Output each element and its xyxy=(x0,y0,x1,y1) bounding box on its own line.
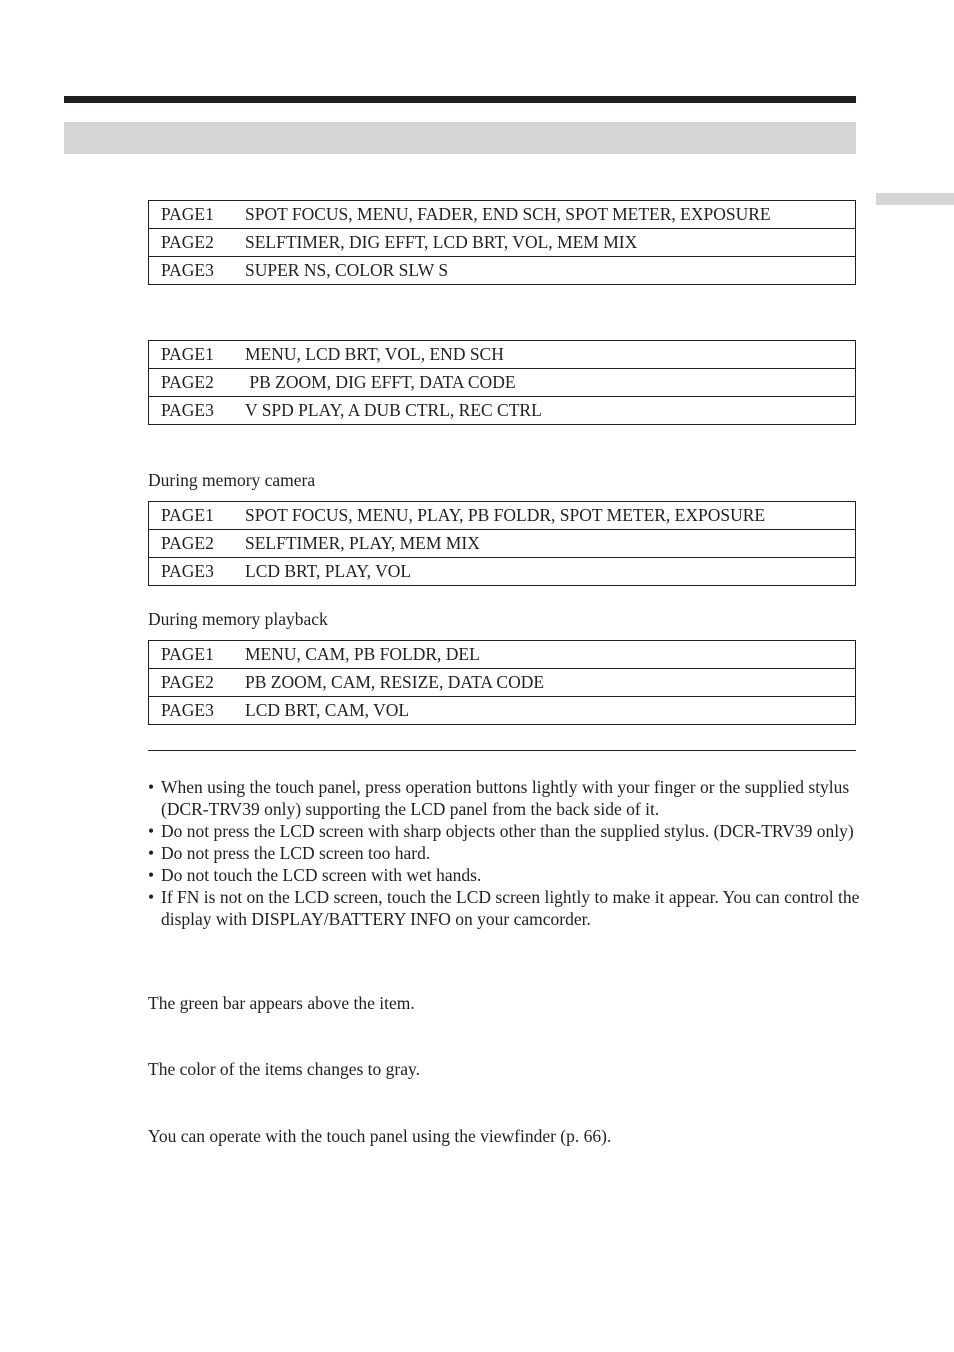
items-cell: PB ZOOM, DIG EFFT, DATA CODE xyxy=(231,369,856,397)
table-row xyxy=(149,669,856,697)
table-row xyxy=(149,530,856,558)
table-row xyxy=(149,558,856,586)
list-item: • Do not press the LCD screen too hard. xyxy=(148,842,860,864)
table-row xyxy=(149,369,856,397)
table-row xyxy=(149,257,856,285)
section-header-band xyxy=(64,122,856,154)
page-cell: PAGE3 xyxy=(149,558,232,586)
button-pages-table-memory-camera xyxy=(148,501,856,586)
page-cell: PAGE1 xyxy=(149,341,232,369)
side-index-tab xyxy=(876,193,954,205)
page-cell: PAGE1 xyxy=(149,201,232,229)
items-cell: SUPER NS, COLOR SLW S xyxy=(231,257,856,285)
items-cell: SELFTIMER, PLAY, MEM MIX xyxy=(231,530,856,558)
table-row xyxy=(149,229,856,257)
list-item: • When using the touch panel, press operation buttons lightly with your finger or the supplied stylus (DCR-TRV39 only) supporting the LCD panel from the back side of it. xyxy=(148,776,860,820)
paragraph: You can operate with the touch panel using the viewfinder (p. 66). xyxy=(148,1126,612,1146)
items-cell: V SPD PLAY, A DUB CTRL, REC CTRL xyxy=(231,397,856,425)
list-item: • Do not press the LCD screen with sharp objects other than the supplied stylus. (DCR-TRV39 only) xyxy=(148,820,860,842)
notes-divider xyxy=(148,750,856,751)
top-rule xyxy=(64,96,856,103)
page-cell: PAGE2 xyxy=(149,229,232,257)
list-item: • Do not touch the LCD screen with wet hands. xyxy=(148,864,860,886)
page-cell: PAGE3 xyxy=(149,697,232,725)
table-row xyxy=(149,641,856,669)
table-row xyxy=(149,697,856,725)
table-row xyxy=(149,341,856,369)
table-caption: During memory camera xyxy=(148,470,316,490)
items-cell: LCD BRT, CAM, VOL xyxy=(231,697,856,725)
page-cell: PAGE2 xyxy=(149,530,232,558)
table-caption: During memory playback xyxy=(148,609,328,629)
items-cell: MENU, LCD BRT, VOL, END SCH xyxy=(231,341,856,369)
page-cell: PAGE1 xyxy=(149,502,232,530)
page-cell: PAGE2 xyxy=(149,369,232,397)
list-item: • If FN is not on the LCD screen, touch the LCD screen lightly to make it appear. You can control the display with DISPLAY/BATTERY INFO on your camcorder. xyxy=(148,886,860,930)
page-cell: PAGE1 xyxy=(149,641,232,669)
table-row xyxy=(149,201,856,229)
button-pages-table-playback xyxy=(148,340,856,425)
items-cell: SPOT FOCUS, MENU, FADER, END SCH, SPOT METER, EXPOSURE xyxy=(231,201,856,229)
notes-list xyxy=(148,776,860,930)
items-cell: LCD BRT, PLAY, VOL xyxy=(231,558,856,586)
paragraph: The color of the items changes to gray. xyxy=(148,1059,420,1079)
table-row xyxy=(149,502,856,530)
paragraph: The green bar appears above the item. xyxy=(148,993,415,1013)
items-cell: SELFTIMER, DIG EFFT, LCD BRT, VOL, MEM MIX xyxy=(231,229,856,257)
button-pages-table-camera xyxy=(148,200,856,285)
page-cell: PAGE3 xyxy=(149,397,232,425)
page-cell: PAGE3 xyxy=(149,257,232,285)
items-cell: PB ZOOM, CAM, RESIZE, DATA CODE xyxy=(231,669,856,697)
table-row xyxy=(149,397,856,425)
page-cell: PAGE2 xyxy=(149,669,232,697)
items-cell: SPOT FOCUS, MENU, PLAY, PB FOLDR, SPOT METER, EXPOSURE xyxy=(231,502,856,530)
button-pages-table-memory-playback xyxy=(148,640,856,725)
items-cell: MENU, CAM, PB FOLDR, DEL xyxy=(231,641,856,669)
